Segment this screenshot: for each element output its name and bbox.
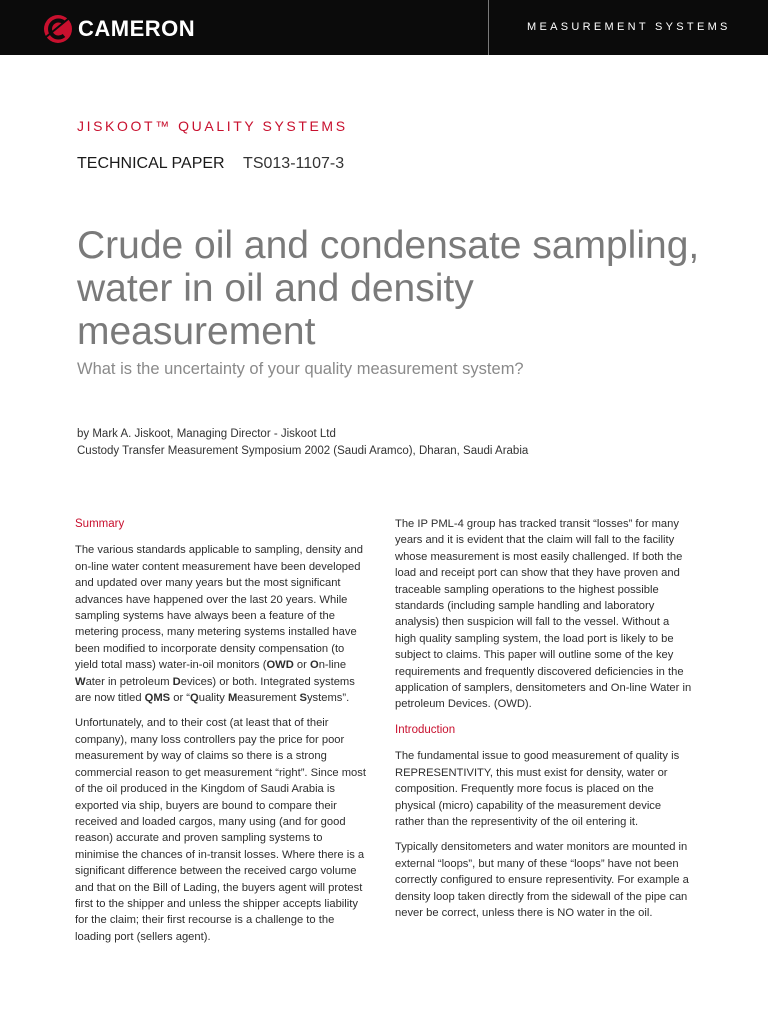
- paper-code: TS013-1107-3: [243, 155, 345, 172]
- cameron-c-logo-icon: [42, 13, 74, 45]
- text-run: n-line: [318, 659, 347, 672]
- text-run: ystems”.: [306, 692, 350, 705]
- bold-term: W: [75, 675, 86, 688]
- cameron-logo: [42, 12, 195, 46]
- introduction-heading: Introduction: [395, 723, 456, 736]
- text-run: evices) or both. Integrated systems are now titled: [75, 675, 355, 705]
- paper-label: TECHNICAL PAPER: [77, 155, 225, 172]
- byline-author: by Mark A. Jiskoot, Managing Director - Jiskoot Ltd: [77, 428, 336, 440]
- summary-heading: Summary: [75, 518, 125, 530]
- measurement-systems-label: MEASUREMENT SYSTEMS: [527, 21, 731, 33]
- bold-term: M: [227, 692, 238, 705]
- bold-term: D: [172, 675, 181, 688]
- introduction-paragraph-2: Typically densitometers and water monitors are mounted in external “loops”, but many of these “loops” have not been correctly configured to ensure representivity. For example a density loop taken directly from the sidewall of the pipe can never be correct, unless there is NO water in the oil.: [395, 841, 689, 919]
- document-subtitle: What is the uncertainty of your quality measurement system?: [77, 360, 524, 378]
- bold-term: O: [310, 659, 319, 672]
- byline-event: Custody Transfer Measurement Symposium 2002 (Saudi Aramco), Dharan, Saudi Arabia: [77, 445, 529, 457]
- summary-paragraph-1: [75, 542, 369, 706]
- text-run: The various standards applicable to sampling, density and on-line water content measurement have been developed and updated over many years but the most significant advances have happened over the last 20 years. While sampling systems have always been a feature of the metering process, many metering systems installed have been modified to incorporate density compensation (to yield total mass) water-in-oil monitors (: [75, 544, 363, 672]
- header-divider: [488, 0, 489, 55]
- bold-term: OWD: [266, 659, 294, 672]
- left-column: [75, 516, 369, 954]
- right-column: [395, 516, 693, 930]
- logo-text: CAMERON: [78, 16, 196, 41]
- text-run: or: [293, 659, 310, 672]
- bold-term: Q: [190, 692, 199, 705]
- text-run: ater in petroleum: [85, 675, 173, 688]
- bold-term: QMS: [144, 692, 171, 705]
- bold-term: S: [299, 692, 307, 705]
- text-run: or “: [170, 692, 191, 705]
- text-run: easurement: [237, 692, 300, 705]
- text-run: uality: [198, 692, 228, 705]
- summary-paragraph-3: The IP PML-4 group has tracked transit “losses” for many years and it is evident that the claim will fall to the facility whose measurement is most easily challenged. If both the load and receipt port can show that they have proven and traceable sampling operations to the highest possible standards (including sample handling and laboratory analysis) then suspicion will fall to the vessel. Without a high quality sampling system, the load port is likely to be subject to claims. This paper will outline some of the key requirements and frequently discovered deficiencies in the application of samplers, densitometers and On-line Water in petroleum Devices. (OWD).: [395, 518, 692, 711]
- summary-paragraph-2: Unfortunately, and to their cost (at least that of their company), many loss controllers pay the price for poor measurement by way of claims so there is a strong commercial reason to get measurement “right”. Since most of the oil produced in the Kingdom of Saudi Arabia is exported via ship, buyers are bound to compare their received and loaded cargos, many using (and for good reason) accurate and proven sampling systems to minimise the chances of in-transit losses. Where there is a significant difference between the received cargo volume and that on the Bill of Lading, the buyers agent will protest first to the shipper and unless the shipper accepts liability for the claim; their first recourse is a challenge to the loading port (sellers agent).: [75, 717, 366, 943]
- document-title: Crude oil and condensate sampling, water in oil and density measurement: [77, 224, 700, 353]
- brand-line: JISKOOT™ QUALITY SYSTEMS: [77, 118, 348, 134]
- introduction-paragraph-1: The fundamental issue to good measurement of quality is REPRESENTIVITY, this must exist for density, water or composition. Frequently more focus is placed on the physical (micro) capability of the measurement device rather than the representivity of the oil entering it.: [395, 750, 680, 828]
- header-bar: [0, 0, 768, 55]
- byline: [77, 426, 528, 460]
- technical-paper-line: [77, 155, 344, 173]
